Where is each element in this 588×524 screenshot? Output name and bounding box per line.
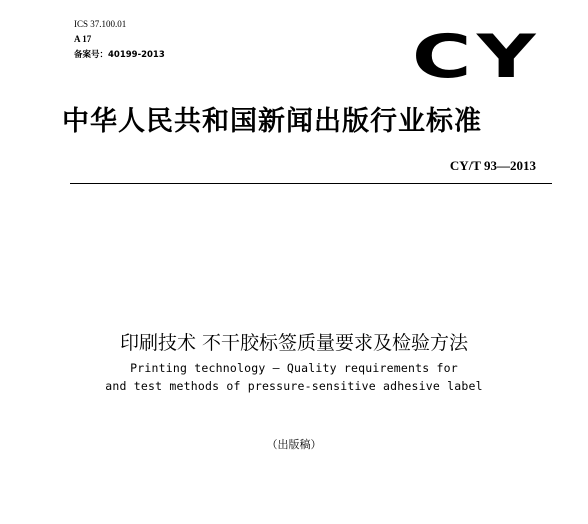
classification-code: A 17 [74,34,92,44]
standard-title: 中华人民共和国新闻出版行业标准 [62,106,482,137]
standard-number: CY/T 93—2013 [449,158,536,173]
record-number: 备案号：40199-2013 [74,50,165,60]
header-divider [70,183,552,184]
draft-note: （出版稿） [266,438,322,451]
document-title-en-line1: Printing technology — Quality requirements for [130,361,458,375]
cy-logo: CY [412,22,541,92]
ics-code: ICS 37.100.01 [74,19,127,29]
document-title-cn: 印刷技术 不干胶标签质量要求及检验方法 [119,332,469,354]
document-title-en-line2: and test methods of pressure-sensitive adhesive label [105,379,483,393]
